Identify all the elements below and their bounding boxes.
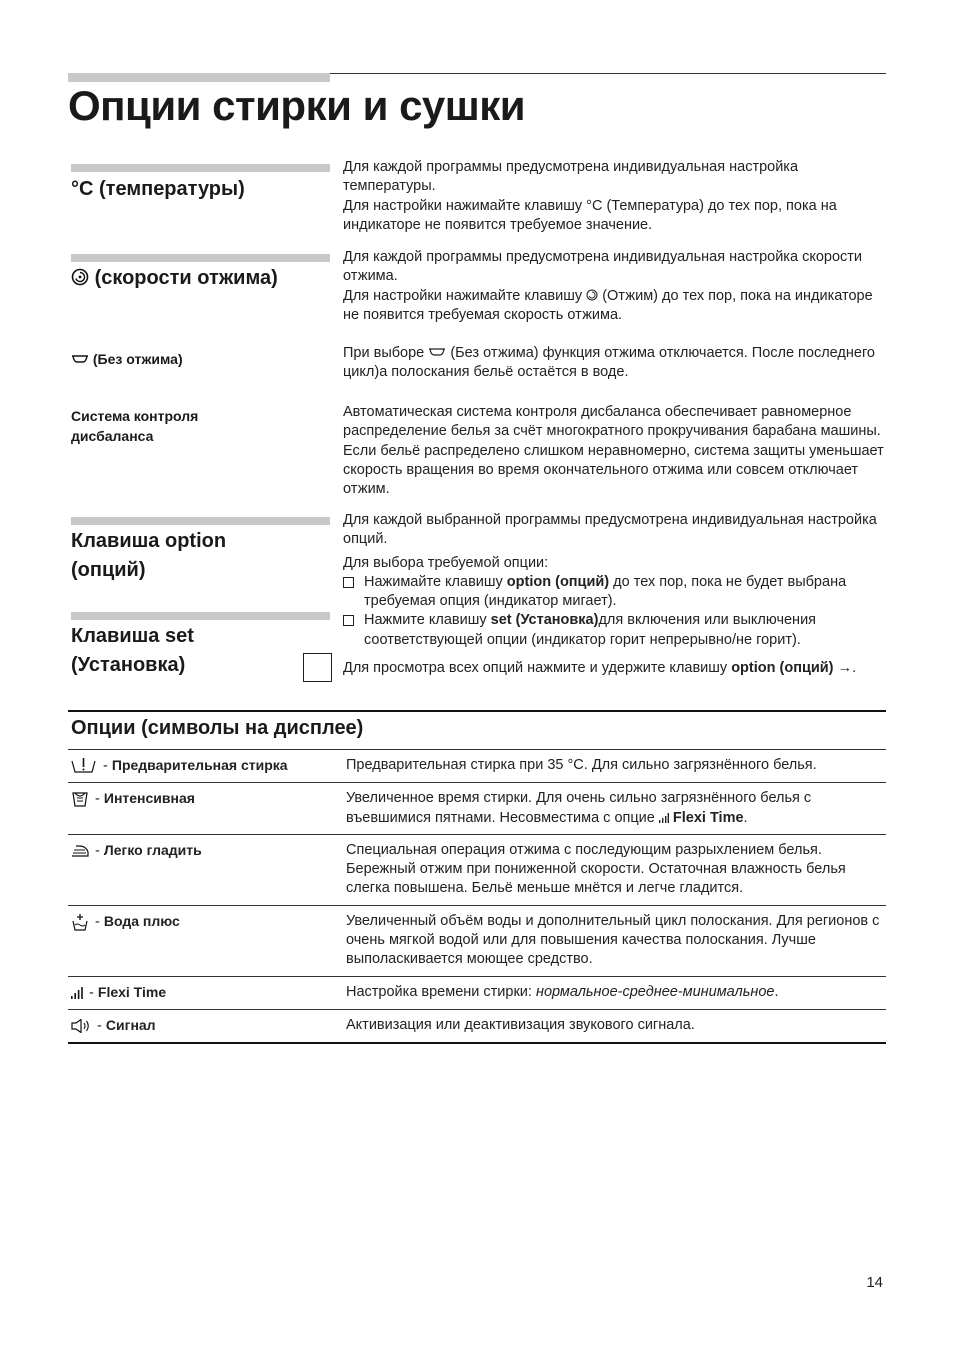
option-desc-c: . xyxy=(774,983,779,1000)
option-desc: Увеличенный объём воды и дополнительный цикл полоскания. Для регионов с очень мягкой водой или для повышения качества полоскания. Лучше выполаскивается моющее средство. xyxy=(346,912,880,968)
option-desc: Специальная операция отжима с последующим разрыхлением белья. Бережный отжим при пониженной скорости. Остаточная влажность белья слегка повышена. Бельё меньше мнётся и легче гладится. xyxy=(346,841,846,897)
option-dash: - xyxy=(99,758,112,774)
table-row xyxy=(68,1009,886,1043)
bullet1-b: option (опций) xyxy=(506,573,610,590)
text-no-spin-a: При выборе xyxy=(343,345,425,361)
option-name-cell xyxy=(68,750,346,783)
flexi-time-icon xyxy=(71,987,83,999)
option-name-cell xyxy=(68,783,346,835)
prewash-icon xyxy=(71,758,97,774)
option-name: Сигнал xyxy=(105,1016,156,1033)
no-spin-icon xyxy=(428,347,446,357)
spin-icon xyxy=(586,289,598,301)
easy-iron-icon xyxy=(71,843,89,859)
option-name-cell xyxy=(68,905,346,976)
option-desc-a: Настройка времени стирки: xyxy=(346,983,532,1000)
text-option-key xyxy=(343,511,888,678)
table-row xyxy=(68,905,886,976)
bullet-box-icon xyxy=(343,577,354,588)
options-heading: Опции (символы на дисплее) xyxy=(71,717,364,739)
heading-no-spin-label: (Без отжима) xyxy=(92,351,183,367)
option-dash: - xyxy=(85,984,98,1001)
option-desc-b: нормальное-среднее-минимальное xyxy=(535,983,775,1000)
line3-c: →. xyxy=(837,660,857,677)
option-name-cell xyxy=(68,976,346,1009)
text-option-line1: Для каждой выбранной программы предусмотрена индивидуальная настройка опций. xyxy=(343,512,877,548)
option-desc-a: Увеличенное время стирки. Для очень сильно загрязнённого белья с въевшимися пятнами. Несовместима с опцие xyxy=(346,790,812,826)
option-dash: - xyxy=(91,913,104,930)
text-temperature xyxy=(343,158,888,235)
heading-option-key: Клавиша option (опций) xyxy=(71,530,227,581)
section-bar-temperature xyxy=(71,164,330,172)
text-imbalance-p: Автоматическая система контроля дисбаланса обеспечивает равномерное распределение белья за счёт многократного прокручивания барабана машины. Если бельё распределено слишком неравномерно, система защиты уменьшает скорость вращения во время окончательного отжима или совсем отключает отжим. xyxy=(343,404,884,498)
speaker-icon xyxy=(71,1019,91,1033)
page-number: 14 xyxy=(866,1274,883,1291)
text-option-line2: Для выбора требуемой опции: xyxy=(343,554,549,571)
option-name-cell xyxy=(68,1009,346,1043)
section-bar-set xyxy=(71,612,330,620)
option-name: Легко гладить xyxy=(103,841,202,858)
bullet2-b: set (Установка) xyxy=(490,612,599,629)
options-rule xyxy=(68,710,886,712)
section-bar-spin xyxy=(71,254,330,262)
heading-spin-label: (скорости отжима) xyxy=(94,267,278,289)
bullet1-c: до тех пор, пока не будет выбрана требуемая опция (индикатор мигает). xyxy=(364,573,847,610)
option-name: Предварительная стирка xyxy=(111,757,288,773)
heading-imbalance: Система контроля дисбаланса xyxy=(71,408,199,444)
option-dash: - xyxy=(91,842,104,859)
table-row xyxy=(68,834,886,905)
heading-no-spin xyxy=(71,349,183,369)
line3-b: option (опций) xyxy=(731,660,834,677)
text-spin-line2b: (Отжим) до тех пор, пока на индикаторе не появится требуемая скорость отжима. xyxy=(343,287,873,323)
option-dash: - xyxy=(91,791,104,808)
heading-set-key: Клавиша set (Установка) xyxy=(71,625,194,676)
option-name: Интенсивная xyxy=(103,790,195,807)
heading-spin xyxy=(71,264,278,292)
text-spin-line2a: Для настройки нажимайте клавишу xyxy=(343,287,583,304)
text-spin-line1: Для каждой программы предусмотрена индивидуальная настройка скорости отжима. xyxy=(343,249,863,285)
text-temperature-line2: Для настройки нажимайте клавишу °C (Температура) до тех пор, пока на индикаторе не появится требуемое значение. xyxy=(343,197,837,233)
table-row xyxy=(68,783,886,835)
option-desc-b: Flexi Time xyxy=(672,809,744,826)
text-temperature-line1: Для каждой программы предусмотрена индивидуальная настройка температуры. xyxy=(343,159,799,195)
set-key-box-icon xyxy=(303,653,332,682)
text-no-spin xyxy=(343,344,888,383)
text-spin-line2 xyxy=(343,287,888,326)
page-title: Опции стирки и сушки xyxy=(68,82,526,129)
option-name: Вода плюс xyxy=(103,912,180,929)
text-spin xyxy=(343,248,888,325)
bullet2-a: Нажмите клавишу xyxy=(364,612,487,629)
option-bullet-1 xyxy=(343,573,888,612)
text-no-spin-b: (Без отжима) функция отжима отключается. После последнего цикл)а полоскания бельё остаётся в воде. xyxy=(343,345,875,381)
table-row xyxy=(68,750,886,783)
bullet2-c: для включения или выключения соответствующей опции (индикатор горит непрерывно/не горит). xyxy=(364,612,817,648)
flexi-time-icon xyxy=(659,813,669,823)
option-name: Flexi Time xyxy=(97,983,167,1000)
option-desc: Активизация или деактивизация звукового сигнала. xyxy=(346,1016,695,1033)
table-row xyxy=(68,976,886,1009)
option-desc: Предварительная стирка при 35 °C. Для сильно загрязнённого белья. xyxy=(346,757,817,773)
intensive-icon xyxy=(71,790,89,808)
text-imbalance xyxy=(343,403,888,499)
line3-a: Для просмотра всех опций нажмите и удержите клавишу xyxy=(343,660,728,677)
option-dash: - xyxy=(93,1017,106,1034)
spin-icon xyxy=(71,268,89,286)
heading-temperature: °C (температуры) xyxy=(71,178,245,200)
no-spin-icon xyxy=(71,354,89,364)
option-desc xyxy=(346,783,886,835)
option-name-cell xyxy=(68,834,346,905)
option-desc-c: . xyxy=(743,809,748,826)
option-desc xyxy=(346,976,886,1009)
bullet-box-icon xyxy=(343,615,354,626)
option-bullet-2 xyxy=(343,611,888,650)
bullet1-a: Нажимайте клавишу xyxy=(364,573,503,590)
section-bar-option xyxy=(71,517,330,525)
water-plus-icon xyxy=(71,913,89,931)
title-accent-bar xyxy=(68,73,330,82)
options-table xyxy=(68,749,886,1044)
